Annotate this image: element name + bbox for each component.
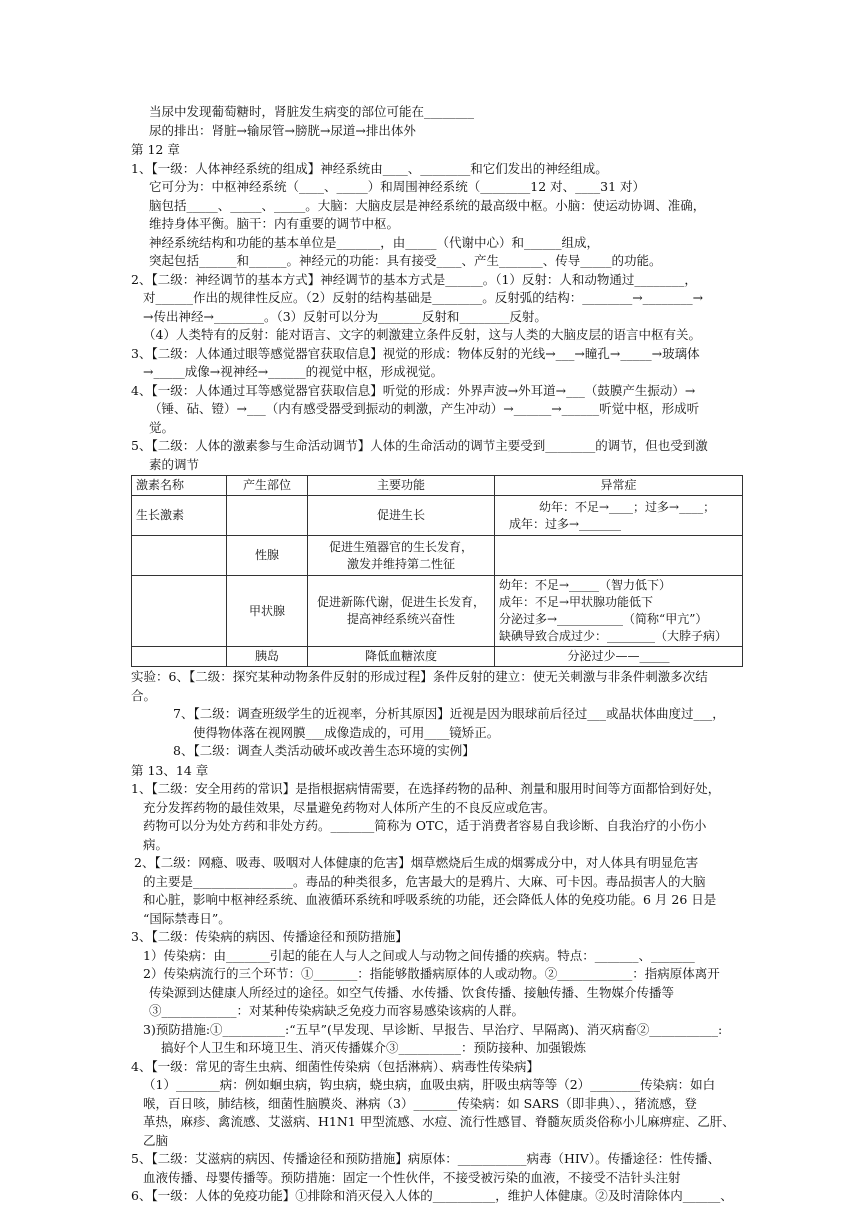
function-line: 促进新陈代谢，促进生长发育， <box>316 595 485 609</box>
text-line: ③____________：对某种传染病缺乏免疫力而容易感染该病的人群。 <box>149 1003 525 1018</box>
text-line: 合。 <box>131 687 157 703</box>
header-cell: 激素名称 <box>132 476 227 496</box>
text-line: 和心脏，影响中枢神经系统、血液循环系统和呼吸系统的功能，还会降低人体的免疫功能。6 月 26 日是 <box>143 892 717 907</box>
table-row <box>132 496 743 536</box>
disorder-line: 幼年：不足→____；过多→____； <box>539 499 716 514</box>
chapter-12-title: 第 12 章 <box>131 142 180 157</box>
text-line: 6、【一级：人体的免疫功能】①排除和消灭侵入人体的__________，维护人体健康。②及时清除体内______、 <box>131 1188 733 1203</box>
header-cell: 产生部位 <box>227 476 308 496</box>
text-line: “国际禁毒日”。 <box>143 910 231 926</box>
text-line: 搞好个人卫生和环境卫生、消灭传播媒介③__________：预防接种、加强锻炼 <box>161 1040 587 1055</box>
hormone-table <box>131 475 743 667</box>
text-line: 药物可以分为处方药和非处方药。_______简称为 OTC，适于消费者容易自我诊断、自我治疗的小伤小 <box>143 818 707 833</box>
site-cell: 性腺 <box>227 536 308 576</box>
text-line: 5、【二级：艾滋病的病因、传播途径和预防措施】病原体：___________病毒（HIV）。传播途径：性传播、 <box>131 1151 721 1166</box>
section-experiments <box>131 668 743 761</box>
disorder-line: 缺碘导致合成过少：________（大脖子病） <box>499 629 728 643</box>
text-line: 突起包括______和______。神经元的功能：具有接受____、产生_______、传导_____的功能。 <box>149 253 662 268</box>
text-line: 它可分为：中枢神经系统（____、_____）和周围神经系统（________12 对、____31 对） <box>149 179 646 194</box>
text-line: 3、【二级：传染病的病因、传播途径和预防措施】 <box>131 929 408 944</box>
disorder-cell <box>495 576 743 647</box>
section-addiction-harm <box>131 854 743 928</box>
text-line: 脑包括_____、_____、_____。大脑：大脑皮层是神经系统的最高级中枢。小脑：使运动协调、准确， <box>149 197 706 213</box>
text-line: 革热，麻疹、禽流感、艾滋病、H1N1 甲型流感、水痘、流行性感冒、脊髓灰质炎俗称小儿麻痹症、乙肝、 <box>143 1114 735 1129</box>
site-cell <box>227 496 308 536</box>
text-line: 实验：6、【二级：探究某种动物条件反射的形成过程】条件反射的建立：使无关刺激与非条件刺激多次结 <box>131 669 708 684</box>
section-common-diseases <box>131 1058 743 1151</box>
text-line: 病。 <box>143 836 169 852</box>
disorder-line: 幼年：不足→_____（智力低下） <box>499 578 672 592</box>
section-hormones <box>131 437 743 474</box>
text-line: 素的调节 <box>149 456 200 472</box>
text-line: 8、【二级：调查人类活动破坏或改善生态环境的实例】 <box>173 743 475 758</box>
site-cell: 甲状腺 <box>227 576 308 647</box>
section-hearing <box>131 382 743 438</box>
text-line: （锤、砧、镫）→___（内有感受器受到振动的刺激，产生冲动）→______→______听觉中枢，形成听 <box>149 401 700 416</box>
text-line: 充分发挥药物的最佳效果，尽量避免药物对人体所产生的不良反应或危害。 <box>143 799 556 815</box>
table-header-row <box>132 476 743 496</box>
header-cell: 主要功能 <box>308 476 495 496</box>
urine-excretion-line: 尿的排出：肾脏→输尿管→膀胱→尿道→排出体外 <box>149 122 416 138</box>
glucose-urine-line: 当尿中发现葡萄糖时，肾脏发生病变的部位可能在________ <box>149 104 475 119</box>
text-line: →_____成像→视神经→______的视觉中枢，形成视觉。 <box>143 364 444 379</box>
hormone-name-cell <box>132 647 227 667</box>
text-line: 使得物体落在视网膜___成像造成的，可用____镜矫正。 <box>193 724 500 740</box>
text-line: 2、【二级：网瘾、吸毒、吸咽对人体健康的危害】烟草燃烧后生成的烟雾成分中，对人体具有明显危害 <box>134 855 699 870</box>
disorder-cell: 分泌过少——_____ <box>495 647 743 667</box>
function-cell: 降低血糖浓度 <box>308 647 495 667</box>
function-cell <box>308 576 495 647</box>
table-row <box>132 536 743 576</box>
disorder-line: 分泌过多→___________（简称“甲亢”） <box>499 612 708 626</box>
text-line: 3、【二级：人体通过眼等感觉器官获取信息】视觉的形成：物体反射的光线→___→瞳孔→_____→玻璃体 <box>131 345 700 361</box>
text-line: 7、【二级：调查班级学生的近视率，分析其原因】近视是因为眼球前后径过___或晶状体曲度过___， <box>173 706 725 721</box>
text-line: 4、【一级：人体通过耳等感觉器官获取信息】听觉的形成：外界声波→外耳道→___（鼓膜产生振动）→ <box>131 382 696 398</box>
function-line: 提高神经系统兴奋性 <box>346 612 455 626</box>
text-line: 觉。 <box>149 419 175 435</box>
text-line: 传染源到达健康人所经过的途径。如空气传播、水传播、饮食传播、接触传播、生物媒介传播等 <box>149 984 675 1000</box>
chapter-13-14-title: 第 13、14 章 <box>131 762 209 778</box>
hormone-name-cell <box>132 576 227 647</box>
text-line: 维持身体平衡。脑干：内有重要的调节中枢。 <box>149 216 400 231</box>
text-line: →传出神经→________。（3）反射可以分为_______反射和________反射。 <box>143 308 547 324</box>
hormone-name-cell: 生长激素 <box>132 496 227 536</box>
section-nervous-system <box>131 160 743 271</box>
text-line: 血液传播、母婴传播等。预防措施：固定一个性伙伴，不接受被污染的血液，不接受不洁针头注射 <box>143 1169 681 1185</box>
function-line: 激发并维持第二性征 <box>346 556 455 571</box>
section-aids <box>131 1150 743 1187</box>
hormone-name-cell <box>132 536 227 576</box>
table-row <box>132 576 743 647</box>
site-cell: 胰岛 <box>227 647 308 667</box>
text-line: 1、【二级：安全用药的常识】是指根据病情需要，在选择药物的品种、剂量和服用时间等方面都恰到好处， <box>131 781 721 796</box>
text-line: 2）传染病流行的三个环节：①_______：指能够散播病原体的人或动物。②____________：指病原体离开 <box>143 966 720 981</box>
text-line: 神经系统结构和功能的基本单位是_______，由_____（代谢中心）和______组成， <box>149 234 600 250</box>
text-line: 5、【二级：人体的激素参与生命活动调节】人体的生命活动的调节主要受到________的调节，但也受到激 <box>131 438 708 453</box>
text-line: 喉，百日咳，肺结核，细菌性脑膜炎、淋病（3）_______传染病：如 SARS（即非典）、，猪流感，登 <box>143 1095 697 1111</box>
disorder-line: 成年：不足→甲状腺功能低下 <box>499 595 654 609</box>
text-line: （4）人类特有的反射：能对语言、文字的刺激建立条件反射，这与人类的大脑皮层的语言中枢有关。 <box>143 327 701 342</box>
text-line: 1）传染病：由_______引起的能在人与人之间或人与动物之间传播的疾病。特点：_______、_______ <box>143 947 695 963</box>
text-line: 4、【一级：常见的寄生虫病、细菌性传染病（包括淋病）、病毒性传染病】 <box>131 1058 539 1074</box>
disorder-cell <box>495 496 743 536</box>
text-line: 2、【二级：神经调节的基本方式】神经调节的基本方式是______。（1）反射：人和动物通过________， <box>131 271 697 287</box>
document-page <box>131 103 743 1206</box>
disorder-line: 成年：过多→_______ <box>509 516 622 531</box>
section-infectious-disease <box>131 928 743 1058</box>
text-line: 1、【一级：人体神经系统的组成】神经系统由____、________和它们发出的神经组成。 <box>131 160 608 176</box>
header-cell: 异常症 <box>495 476 743 496</box>
text-line: 乙脑 <box>143 1132 169 1148</box>
function-cell: 促进生长 <box>308 496 495 536</box>
text-line: （1）_______病：例如蛔虫病，钩虫病，蛲虫病，血吸虫病，肝吸虫病等等（2）________传染病：如白 <box>143 1077 716 1092</box>
section-vision <box>131 345 743 382</box>
section-nervous-regulation <box>131 271 743 345</box>
text-line: 3)预防措施:①__________:“五早”(早发现、早诊断、早报告、早治疗、早隔离)、消灭病畜②___________: <box>143 1021 723 1037</box>
section-safe-medication <box>131 780 743 854</box>
function-line: 促进生殖器官的生长发育， <box>328 539 473 554</box>
disorder-cell <box>495 536 743 576</box>
text-line: 的主要是________________。毒品的种类很多，危害最大的是鸦片、大麻、可卡因。毒品损害人的大脑 <box>143 873 706 889</box>
section-immune-function <box>131 1187 743 1206</box>
text-line: 对______作出的规律性反应。（2）反射的结构基础是________。反射弧的结构：________→________→ <box>143 290 704 305</box>
function-cell <box>308 536 495 576</box>
table-row <box>132 647 743 667</box>
